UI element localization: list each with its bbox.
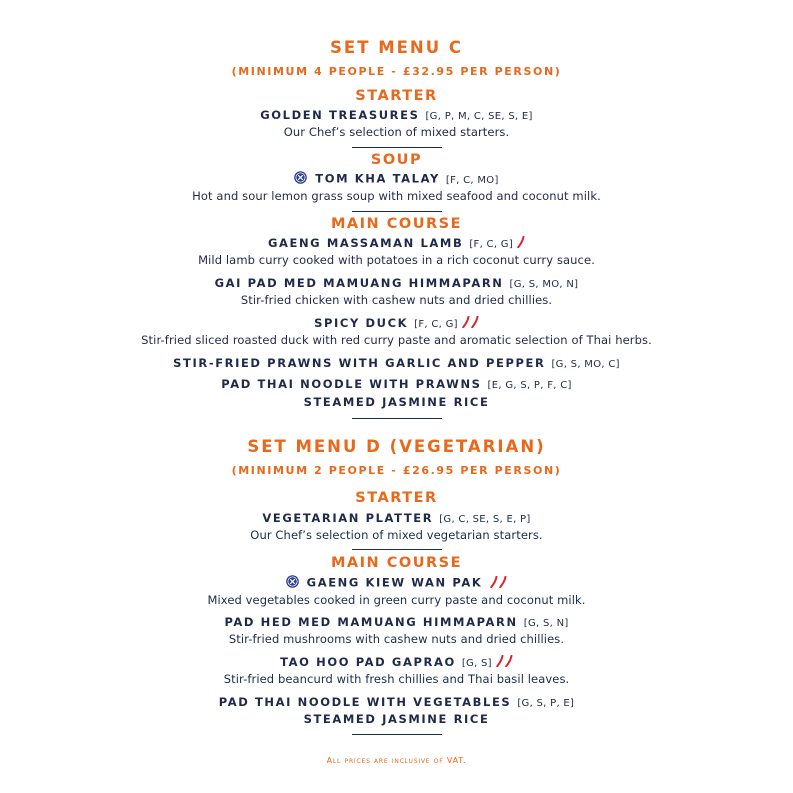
dish-name: GOLDEN TREASURES <box>260 108 420 122</box>
dish-name: TOM KHA TALAY <box>315 171 440 186</box>
recommended-badge-icon <box>294 171 307 187</box>
allergen-codes: [G, C, SE, S, E, P] <box>439 514 531 525</box>
divider <box>352 734 442 735</box>
dish-description: Stir-fried sliced roasted duck with red curry paste and aromatic selection of Thai herbs. <box>141 333 652 347</box>
allergen-codes: [G, P, M, C, SE, S, E] <box>425 111 533 122</box>
allergen-codes: [F, C, G] <box>469 239 514 250</box>
menu-c-main-heading: MAIN COURSE <box>331 216 462 232</box>
menu-c-main-item <box>0 276 793 290</box>
dish-name: GAENG KIEW WAN PAK <box>306 575 483 590</box>
allergen-codes: [G, S] <box>461 658 492 669</box>
menu-c-soup-item <box>0 171 793 187</box>
chili-icon <box>471 316 479 331</box>
chili-icon <box>499 576 507 591</box>
menu-c-title: SET MENU C <box>330 38 463 57</box>
menu-c-main-item <box>0 236 793 251</box>
menu-d-main-item <box>0 575 793 591</box>
dish-description: Our Chef’s selection of mixed vegetarian starters. <box>250 528 543 542</box>
menu-d-rice: STEAMED JASMINE RICE <box>303 712 490 726</box>
chili-icon <box>462 316 470 331</box>
dish-name: TAO HOO PAD GAPRAO <box>280 655 456 669</box>
recommended-badge-icon <box>286 575 299 591</box>
menu-d-main-item <box>0 695 793 709</box>
menu-c-rice: STEAMED JASMINE RICE <box>303 395 490 409</box>
allergen-codes: [G, S, P, E] <box>517 698 575 709</box>
dish-description: Stir-fried mushrooms with cashew nuts and dried chillies. <box>228 632 565 646</box>
menu-c-main-item <box>0 316 793 331</box>
dish-description: Hot and sour lemon grass soup with mixed seafood and coconut milk. <box>192 189 601 203</box>
divider <box>352 211 442 212</box>
menu-c-starter-heading: STARTER <box>355 88 438 104</box>
allergen-codes: [G, S, N] <box>523 618 569 629</box>
divider <box>352 549 442 550</box>
dish-name: SPICY DUCK <box>314 316 409 330</box>
dish-description: Mixed vegetables cooked in green curry paste and coconut milk. <box>207 593 586 607</box>
chili-icon <box>490 576 498 591</box>
vat-footnote: All prices are inclusive of VAT. <box>326 756 467 765</box>
dish-description: Stir-fried chicken with cashew nuts and dried chillies. <box>240 293 553 307</box>
dish-name: PAD HED MED MAMUANG HIMMAPARN <box>224 615 518 629</box>
dish-name: VEGETARIAN PLATTER <box>262 511 434 525</box>
dish-name: GAI PAD MED MAMUANG HIMMAPARN <box>214 276 504 290</box>
dish-name: PAD THAI NOODLE WITH PRAWNS <box>221 377 482 391</box>
dish-description: Stir-fried beancurd with fresh chillies and Thai basil leaves. <box>223 672 570 686</box>
menu-c-soup-heading: SOUP <box>370 152 423 168</box>
allergen-codes: [G, S, MO, C] <box>551 359 620 370</box>
allergen-codes: [F, C, MO] <box>445 174 499 186</box>
dish-description: Our Chef’s selection of mixed starters. <box>283 125 510 139</box>
menu-c-main-item <box>0 377 793 391</box>
dish-name: PAD THAI NOODLE WITH VEGETABLES <box>218 695 512 709</box>
menu-c-subtitle: (MINIMUM 4 PEOPLE - £32.95 PER PERSON) <box>231 65 562 78</box>
menu-d-main-heading: MAIN COURSE <box>331 555 462 571</box>
chili-icon <box>496 655 504 670</box>
allergen-codes: [G, S, MO, N] <box>509 279 579 290</box>
dish-description: Mild lamb curry cooked with potatoes in a rich coconut curry sauce. <box>198 253 595 267</box>
menu-c-main-item <box>0 356 793 370</box>
chili-icon <box>517 236 525 251</box>
menu-d-starter-item <box>0 511 793 525</box>
dish-name: STIR-FRIED PRAWNS WITH GARLIC AND PEPPER <box>173 356 546 370</box>
menu-d-starter-heading: STARTER <box>355 490 438 506</box>
menu-d-main-item <box>0 655 793 670</box>
divider <box>352 147 442 148</box>
allergen-codes: [E, G, S, P, F, C] <box>487 380 572 391</box>
allergen-codes: [F, C, G] <box>414 319 458 330</box>
menu-c-starter-item <box>0 108 793 122</box>
menu-d-main-item <box>0 615 793 629</box>
dish-name: GAENG MASSAMAN LAMB <box>267 236 464 250</box>
menu-d-title: SET MENU D (VEGETARIAN) <box>247 437 546 456</box>
divider <box>352 418 442 419</box>
menu-d-subtitle: (MINIMUM 2 PEOPLE - £26.95 PER PERSON) <box>231 464 562 477</box>
chili-icon <box>505 655 513 670</box>
